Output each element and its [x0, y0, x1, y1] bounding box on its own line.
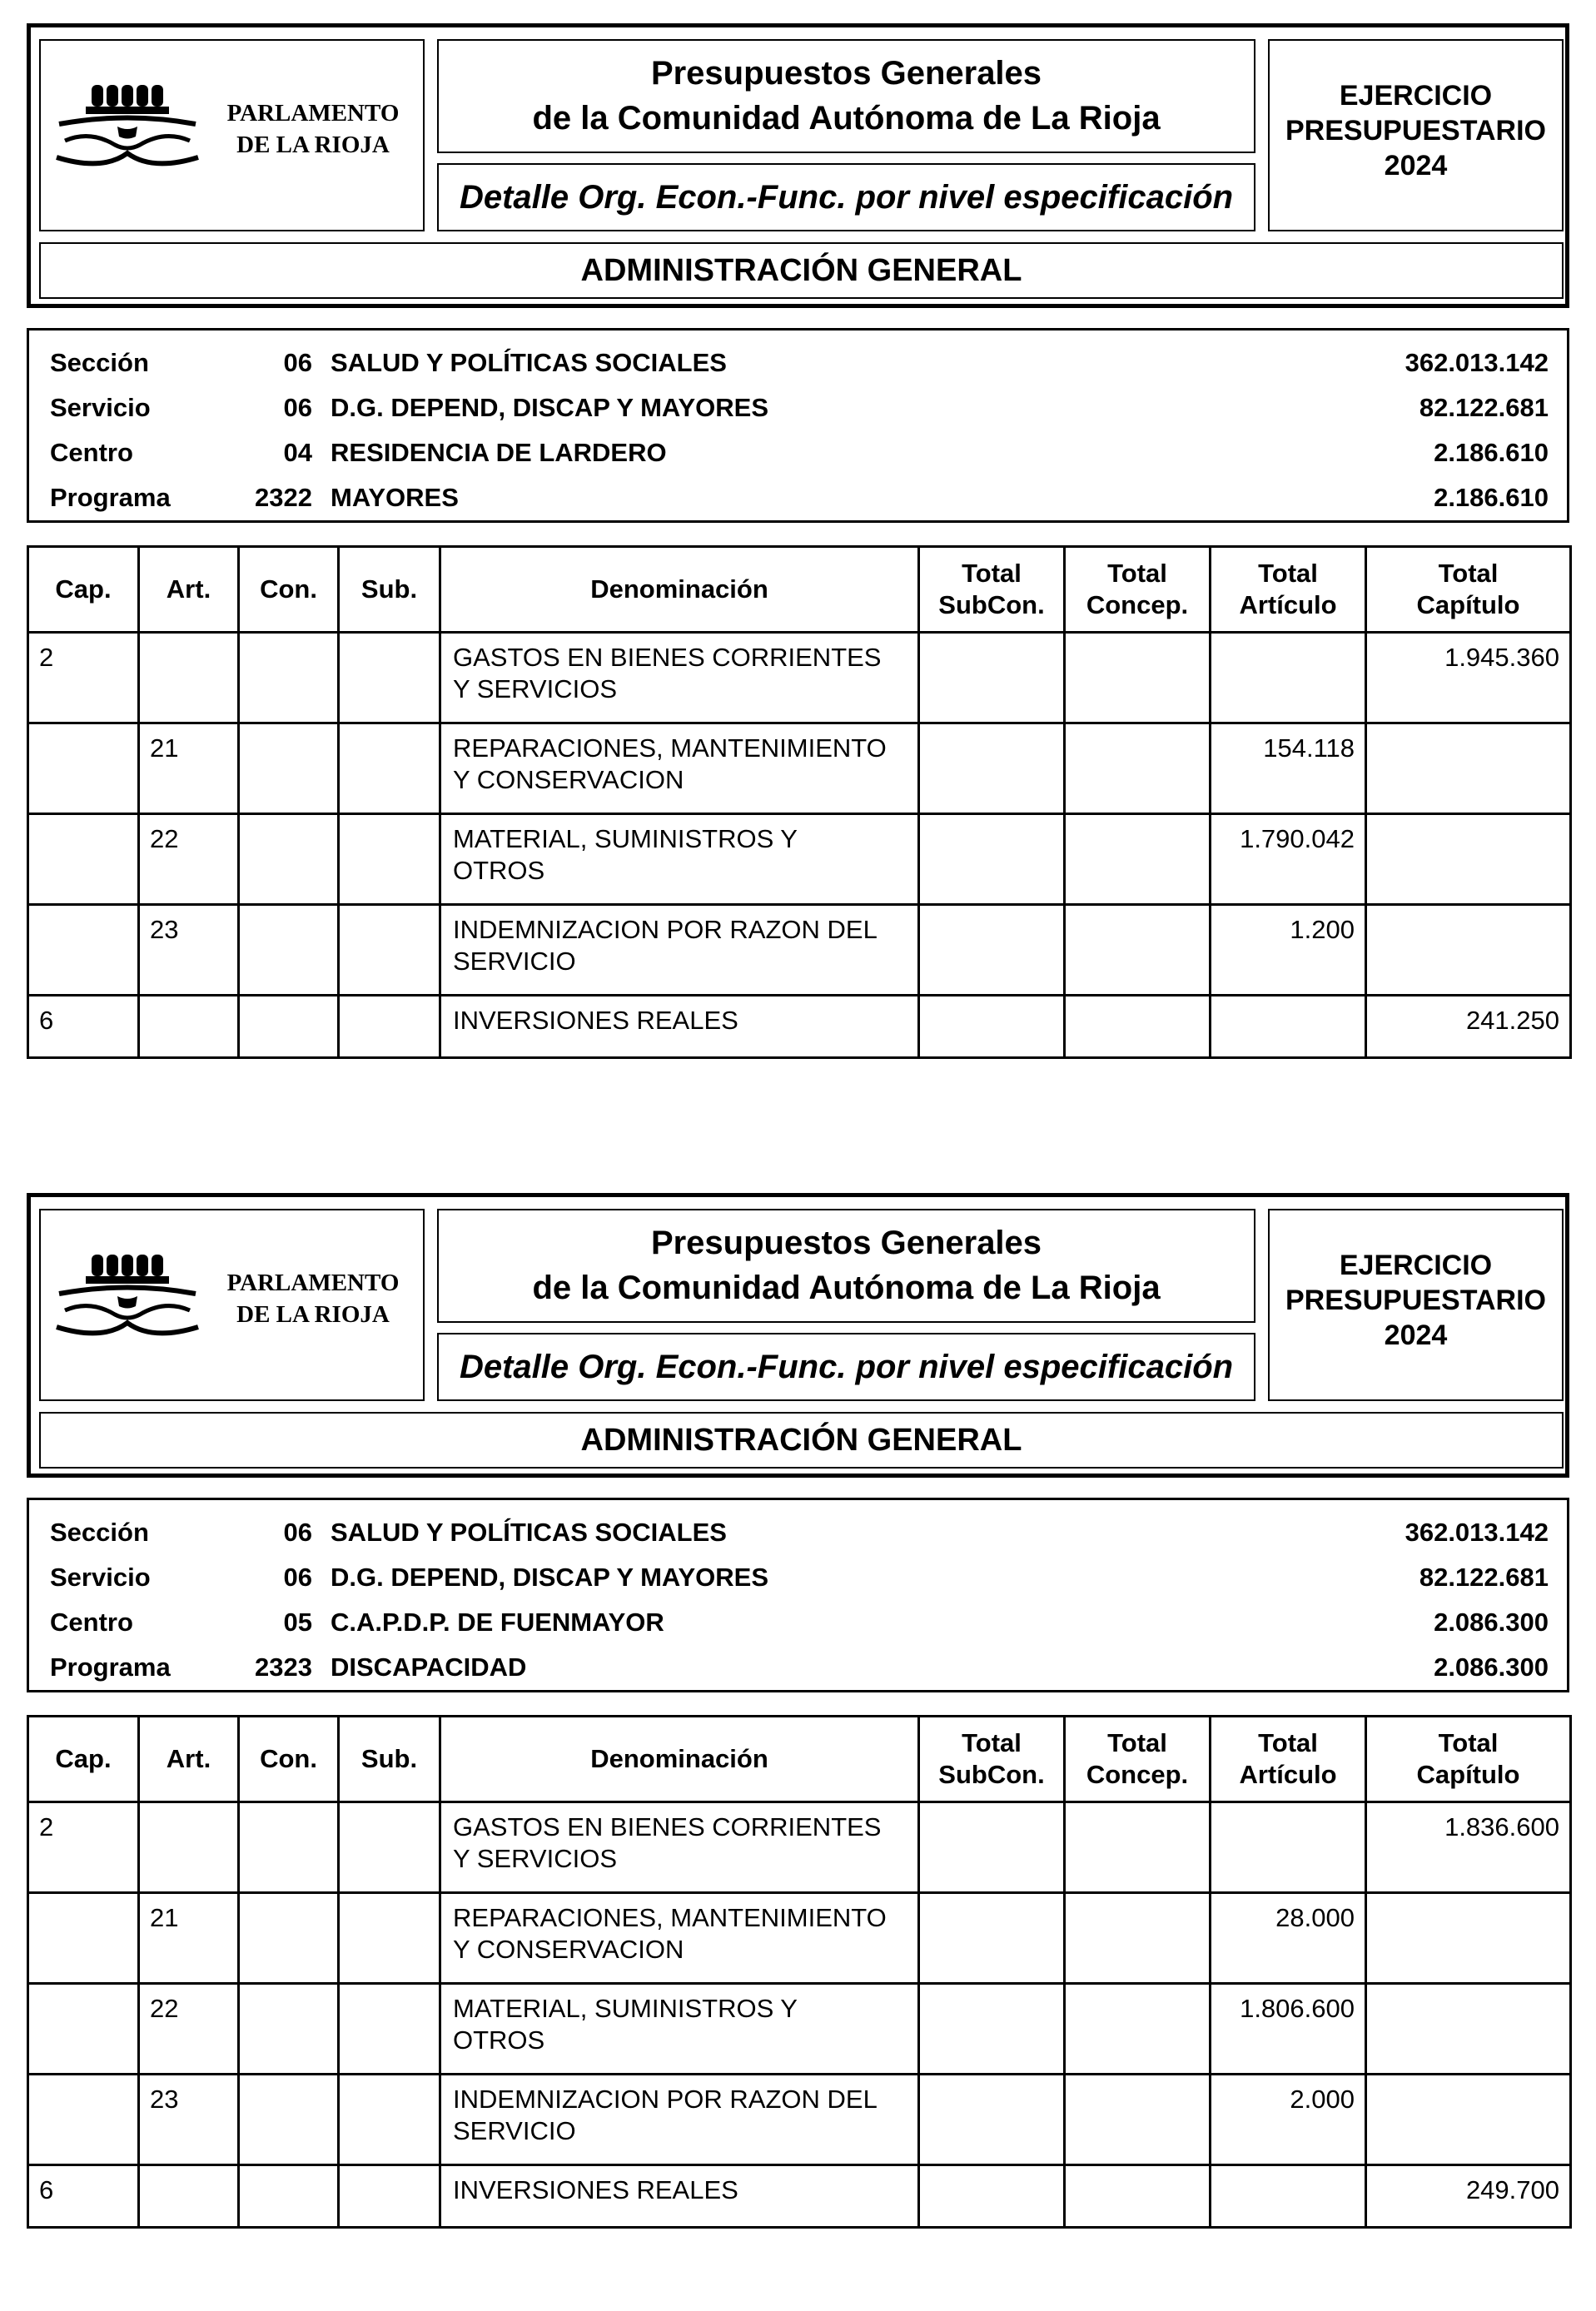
cell-sub — [339, 1893, 440, 1984]
cell-total-capitulo — [1366, 1893, 1571, 1984]
cell-con — [239, 2075, 339, 2165]
info-amount: 2.086.300 — [1434, 1652, 1549, 1682]
cell-total-articulo: 154.118 — [1211, 723, 1366, 814]
col-header-total-concep — [1065, 1717, 1211, 1802]
document-subtitle: Detalle Org. Econ.-Func. por nivel especificación — [437, 163, 1255, 231]
cell-sub — [339, 2165, 440, 2228]
cell-cap: 6 — [28, 2165, 139, 2228]
cell-cap — [28, 814, 139, 905]
cell-denominacion — [440, 814, 919, 905]
cell-con — [239, 1984, 339, 2075]
info-amount: 2.186.610 — [1434, 438, 1549, 467]
header-line: Total — [1258, 1728, 1318, 1757]
info-row-seccion — [29, 340, 1567, 385]
cell-art: 22 — [139, 1984, 239, 2075]
fiscal-year-box — [1268, 1209, 1564, 1401]
year-line3: 2024 — [1384, 150, 1448, 181]
cell-total-subcon — [919, 1802, 1065, 1893]
info-name: RESIDENCIA DE LARDERO — [331, 438, 667, 467]
col-header-denominacion: Denominación — [440, 547, 919, 633]
cell-total-subcon — [919, 814, 1065, 905]
cell-denominacion — [440, 996, 919, 1058]
info-code: 04 — [283, 438, 312, 467]
parliament-name-line1: PARLAMENTO — [226, 1270, 400, 1296]
header-line: SubCon. — [938, 590, 1045, 619]
cell-cap — [28, 2075, 139, 2165]
title-line1: Presupuestos Generales — [650, 1225, 1042, 1261]
denominacion-line: INVERSIONES REALES — [453, 2175, 738, 2204]
parliament-name — [213, 97, 413, 161]
cell-sub — [339, 2075, 440, 2165]
col-header-sub: Sub. — [339, 1717, 440, 1802]
cell-total-subcon — [919, 633, 1065, 723]
col-header-total-subcon — [919, 1717, 1065, 1802]
cell-total-articulo — [1211, 996, 1366, 1058]
cell-art: 21 — [139, 1893, 239, 1984]
info-amount: 362.013.142 — [1405, 1518, 1549, 1547]
cell-total-capitulo: 241.250 — [1366, 996, 1571, 1058]
cell-sub — [339, 1802, 440, 1893]
table-row — [28, 996, 1571, 1058]
cell-total-concep — [1065, 996, 1211, 1058]
cell-con — [239, 1802, 339, 1893]
cell-art: 22 — [139, 814, 239, 905]
document-title — [437, 1209, 1255, 1323]
administration-banner: ADMINISTRACIÓN GENERAL — [39, 242, 1564, 299]
cell-total-articulo — [1211, 633, 1366, 723]
info-label: Servicio — [50, 1563, 151, 1592]
cell-con — [239, 723, 339, 814]
info-row-programa — [29, 1645, 1567, 1690]
budget-table — [27, 1715, 1572, 2229]
info-name: SALUD Y POLÍTICAS SOCIALES — [331, 1518, 727, 1547]
year-line2: PRESUPUESTARIO — [1285, 1285, 1546, 1316]
info-row-seccion — [29, 1510, 1567, 1555]
cell-con — [239, 2165, 339, 2228]
denominacion-line: INVERSIONES REALES — [453, 1006, 738, 1035]
table-row — [28, 2165, 1571, 2228]
cell-con — [239, 633, 339, 723]
info-name: D.G. DEPEND, DISCAP Y MAYORES — [331, 1563, 769, 1592]
cell-cap: 2 — [28, 633, 139, 723]
cell-total-subcon — [919, 2075, 1065, 2165]
denominacion-line: GASTOS EN BIENES CORRIENTES — [453, 643, 882, 672]
cell-total-concep — [1065, 2165, 1211, 2228]
cell-cap — [28, 1893, 139, 1984]
header-line: Total — [962, 559, 1022, 588]
cell-total-concep — [1065, 633, 1211, 723]
cell-total-articulo: 1.790.042 — [1211, 814, 1366, 905]
table-row — [28, 1893, 1571, 1984]
cell-sub — [339, 814, 440, 905]
header-line: Capítulo — [1416, 590, 1520, 619]
title-line2: de la Comunidad Autónoma de La Rioja — [532, 1270, 1161, 1306]
parliament-emblem-icon — [52, 1248, 211, 1344]
cell-sub — [339, 905, 440, 996]
col-header-sub: Sub. — [339, 547, 440, 633]
document-header — [27, 23, 1569, 308]
denominacion-line: OTROS — [453, 2025, 545, 2055]
fiscal-year-box — [1268, 39, 1564, 231]
cell-denominacion — [440, 2075, 919, 2165]
denominacion-line: Y CONSERVACION — [453, 1935, 684, 1964]
cell-total-capitulo — [1366, 723, 1571, 814]
administration-banner: ADMINISTRACIÓN GENERAL — [39, 1412, 1564, 1469]
table-row — [28, 1802, 1571, 1893]
budget-page-block — [27, 1193, 1569, 2204]
info-name: DISCAPACIDAD — [331, 1652, 527, 1682]
info-code: 06 — [283, 348, 312, 377]
cell-art — [139, 633, 239, 723]
cell-total-concep — [1065, 905, 1211, 996]
cell-cap — [28, 723, 139, 814]
document-title — [437, 39, 1255, 153]
parliament-name-line1: PARLAMENTO — [226, 100, 400, 127]
denominacion-line: MATERIAL, SUMINISTROS Y — [453, 1994, 798, 2023]
cell-sub — [339, 723, 440, 814]
info-code: 06 — [283, 1563, 312, 1592]
denominacion-line: REPARACIONES, MANTENIMIENTO — [453, 733, 887, 763]
cell-total-capitulo — [1366, 2075, 1571, 2165]
parliament-name-line2: DE LA RIOJA — [236, 1301, 390, 1328]
info-amount: 362.013.142 — [1405, 348, 1549, 377]
denominacion-line: INDEMNIZACION POR RAZON DEL — [453, 2085, 878, 2114]
cell-total-concep — [1065, 723, 1211, 814]
col-header-denominacion: Denominación — [440, 1717, 919, 1802]
cell-total-concep — [1065, 2075, 1211, 2165]
table-row — [28, 723, 1571, 814]
parliament-logo-box — [39, 39, 425, 231]
denominacion-line: OTROS — [453, 856, 545, 885]
info-amount: 2.186.610 — [1434, 483, 1549, 512]
cell-total-subcon — [919, 723, 1065, 814]
cell-total-capitulo: 1.945.360 — [1366, 633, 1571, 723]
info-amount: 82.122.681 — [1419, 393, 1549, 422]
cell-total-subcon — [919, 1893, 1065, 1984]
cell-total-articulo: 28.000 — [1211, 1893, 1366, 1984]
col-header-total-articulo — [1211, 1717, 1366, 1802]
col-header-cap: Cap. — [28, 547, 139, 633]
cell-cap: 2 — [28, 1802, 139, 1893]
cell-art: 23 — [139, 2075, 239, 2165]
info-label: Sección — [50, 348, 149, 377]
header-line: Total — [1258, 559, 1318, 588]
info-label: Programa — [50, 1652, 171, 1682]
cell-art — [139, 1802, 239, 1893]
info-label: Centro — [50, 438, 133, 467]
denominacion-line: SERVICIO — [453, 2116, 576, 2145]
budget-classification-box — [27, 1498, 1569, 1692]
info-code: 2323 — [255, 1652, 312, 1682]
col-header-total-capitulo — [1366, 547, 1571, 633]
header-line: Total — [1438, 1728, 1499, 1757]
budget-table — [27, 545, 1572, 1059]
cell-con — [239, 996, 339, 1058]
info-row-centro — [29, 430, 1567, 475]
cell-denominacion — [440, 905, 919, 996]
table-row — [28, 1984, 1571, 2075]
table-row — [28, 814, 1571, 905]
info-row-programa — [29, 475, 1567, 520]
header-line: Concep. — [1086, 1760, 1189, 1789]
parliament-name — [213, 1267, 413, 1330]
table-header-row — [28, 547, 1571, 633]
denominacion-line: REPARACIONES, MANTENIMIENTO — [453, 1903, 887, 1932]
cell-sub — [339, 633, 440, 723]
cell-con — [239, 905, 339, 996]
denominacion-line: Y SERVICIOS — [453, 674, 617, 703]
info-amount: 2.086.300 — [1434, 1608, 1549, 1637]
table-header-row — [28, 1717, 1571, 1802]
info-name: D.G. DEPEND, DISCAP Y MAYORES — [331, 393, 769, 422]
info-name: C.A.P.D.P. DE FUENMAYOR — [331, 1608, 664, 1637]
cell-total-articulo — [1211, 1802, 1366, 1893]
denominacion-line: SERVICIO — [453, 947, 576, 976]
denominacion-line: MATERIAL, SUMINISTROS Y — [453, 824, 798, 853]
col-header-con: Con. — [239, 547, 339, 633]
header-line: Total — [962, 1728, 1022, 1757]
info-code: 2322 — [255, 483, 312, 512]
cell-denominacion — [440, 633, 919, 723]
cell-art — [139, 996, 239, 1058]
cell-total-articulo: 2.000 — [1211, 2075, 1366, 2165]
cell-total-capitulo: 1.836.600 — [1366, 1802, 1571, 1893]
info-code: 06 — [283, 393, 312, 422]
cell-total-subcon — [919, 905, 1065, 996]
denominacion-line: INDEMNIZACION POR RAZON DEL — [453, 915, 878, 944]
table-row — [28, 633, 1571, 723]
cell-denominacion — [440, 1802, 919, 1893]
col-header-art: Art. — [139, 547, 239, 633]
parliament-name-line2: DE LA RIOJA — [236, 132, 390, 158]
header-line: Artículo — [1239, 590, 1337, 619]
cell-art: 21 — [139, 723, 239, 814]
header-line: Concep. — [1086, 590, 1189, 619]
cell-denominacion — [440, 1893, 919, 1984]
col-header-total-concep — [1065, 547, 1211, 633]
parliament-emblem-icon — [52, 78, 211, 174]
cell-total-capitulo — [1366, 905, 1571, 996]
info-amount: 82.122.681 — [1419, 1563, 1549, 1592]
cell-total-capitulo — [1366, 814, 1571, 905]
cell-total-subcon — [919, 996, 1065, 1058]
cell-art — [139, 2165, 239, 2228]
year-line1: EJERCICIO — [1339, 1250, 1493, 1281]
table-row — [28, 2075, 1571, 2165]
parliament-logo-box — [39, 1209, 425, 1401]
col-header-con: Con. — [239, 1717, 339, 1802]
info-label: Centro — [50, 1608, 133, 1637]
cell-con — [239, 814, 339, 905]
year-line3: 2024 — [1384, 1320, 1448, 1351]
header-line: Total — [1107, 559, 1167, 588]
header-line: Capítulo — [1416, 1760, 1520, 1789]
budget-classification-box — [27, 328, 1569, 523]
col-header-art: Art. — [139, 1717, 239, 1802]
info-row-servicio — [29, 1555, 1567, 1600]
cell-total-concep — [1065, 1893, 1211, 1984]
cell-denominacion — [440, 2165, 919, 2228]
info-code: 06 — [283, 1518, 312, 1547]
cell-art: 23 — [139, 905, 239, 996]
denominacion-line: Y SERVICIOS — [453, 1844, 617, 1873]
info-label: Servicio — [50, 393, 151, 422]
table-row — [28, 905, 1571, 996]
info-label: Programa — [50, 483, 171, 512]
year-line1: EJERCICIO — [1339, 80, 1493, 112]
cell-denominacion — [440, 723, 919, 814]
cell-denominacion — [440, 1984, 919, 2075]
header-line: Artículo — [1239, 1760, 1337, 1789]
cell-total-capitulo: 249.700 — [1366, 2165, 1571, 2228]
cell-total-subcon — [919, 1984, 1065, 2075]
budget-page-block — [27, 23, 1569, 1035]
cell-cap — [28, 905, 139, 996]
cell-total-concep — [1065, 1802, 1211, 1893]
document-subtitle: Detalle Org. Econ.-Func. por nivel especificación — [437, 1333, 1255, 1401]
col-header-total-capitulo — [1366, 1717, 1571, 1802]
year-line2: PRESUPUESTARIO — [1285, 115, 1546, 147]
cell-total-articulo: 1.200 — [1211, 905, 1366, 996]
document-header — [27, 1193, 1569, 1478]
denominacion-line: Y CONSERVACION — [453, 765, 684, 794]
cell-total-articulo — [1211, 2165, 1366, 2228]
cell-total-articulo: 1.806.600 — [1211, 1984, 1366, 2075]
cell-total-concep — [1065, 1984, 1211, 2075]
cell-total-concep — [1065, 814, 1211, 905]
info-code: 05 — [283, 1608, 312, 1637]
header-line: Total — [1107, 1728, 1167, 1757]
header-line: SubCon. — [938, 1760, 1045, 1789]
cell-con — [239, 1893, 339, 1984]
info-row-centro — [29, 1600, 1567, 1645]
info-name: MAYORES — [331, 483, 459, 512]
info-row-servicio — [29, 385, 1567, 430]
col-header-total-subcon — [919, 547, 1065, 633]
info-label: Sección — [50, 1518, 149, 1547]
header-line: Total — [1438, 559, 1499, 588]
cell-total-capitulo — [1366, 1984, 1571, 2075]
cell-sub — [339, 1984, 440, 2075]
info-name: SALUD Y POLÍTICAS SOCIALES — [331, 348, 727, 377]
col-header-total-articulo — [1211, 547, 1366, 633]
cell-sub — [339, 996, 440, 1058]
cell-cap: 6 — [28, 996, 139, 1058]
col-header-cap: Cap. — [28, 1717, 139, 1802]
title-line2: de la Comunidad Autónoma de La Rioja — [532, 100, 1161, 137]
cell-cap — [28, 1984, 139, 2075]
denominacion-line: GASTOS EN BIENES CORRIENTES — [453, 1812, 882, 1841]
cell-total-subcon — [919, 2165, 1065, 2228]
title-line1: Presupuestos Generales — [650, 55, 1042, 92]
